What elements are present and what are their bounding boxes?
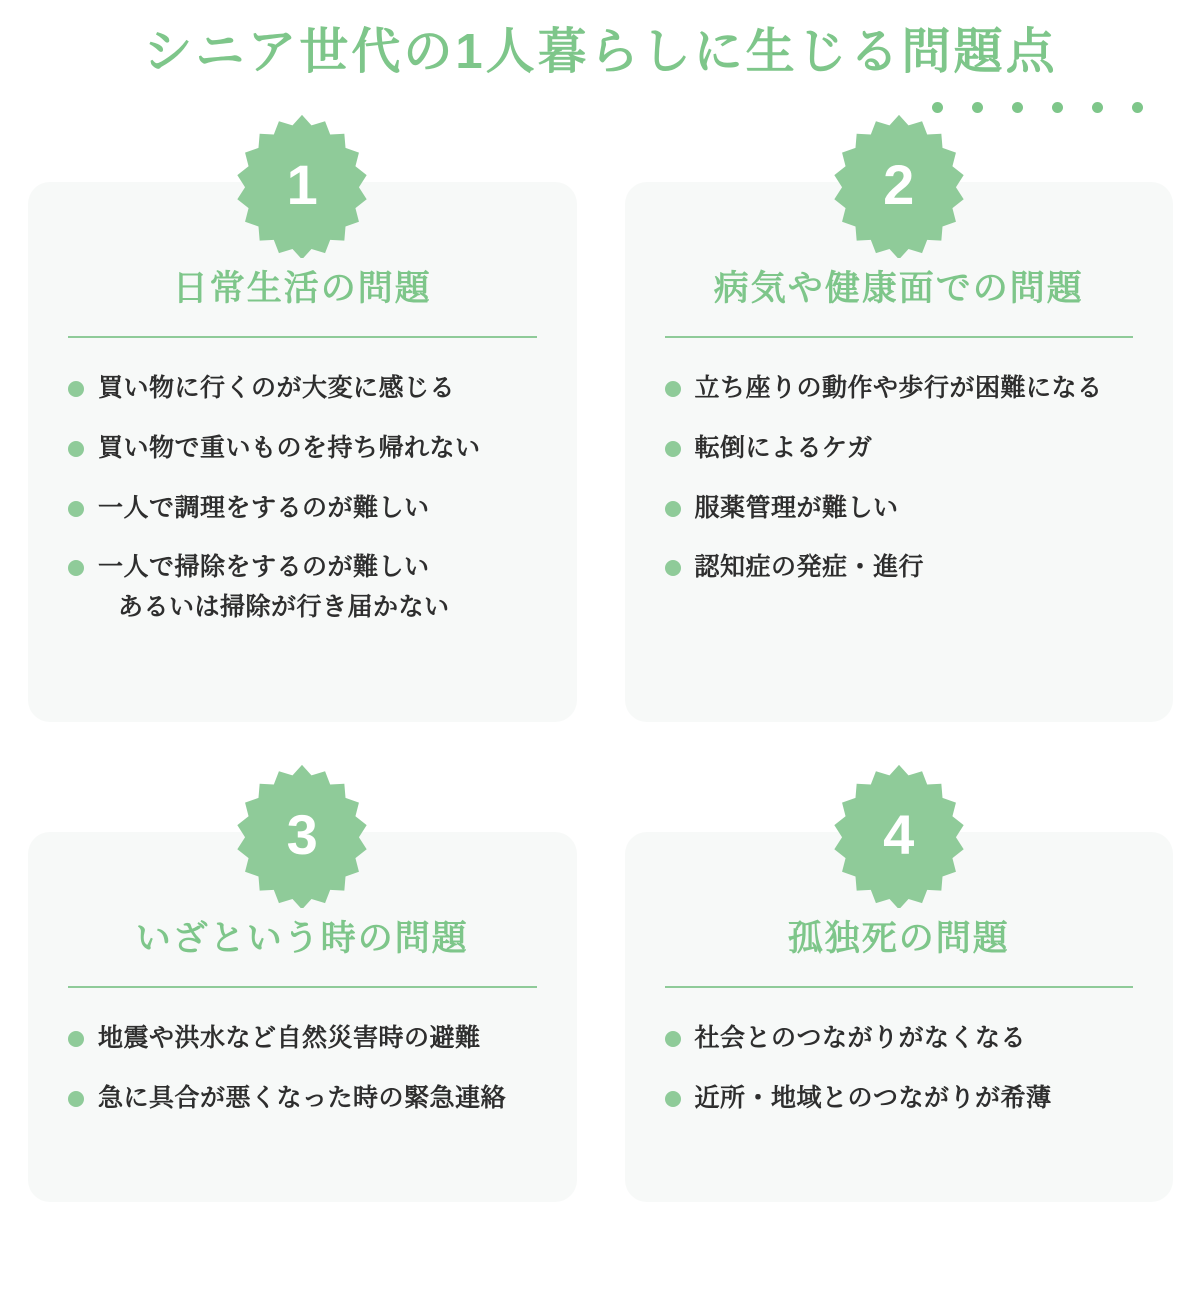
bullet-icon: [68, 1091, 84, 1107]
bullet-icon: [665, 1031, 681, 1047]
bullet-icon: [68, 560, 84, 576]
card-number-4: 4: [883, 803, 915, 866]
card-divider: [68, 986, 537, 988]
card-item-list-2: [659, 372, 1140, 585]
list-item-label: 買い物に行くのが大変に感じる: [98, 374, 456, 402]
card-number-2: 2: [883, 153, 915, 216]
problem-card-1: [28, 182, 577, 722]
card-item-list-1: [62, 372, 543, 625]
decoration-dot: [1012, 102, 1023, 113]
list-item-label: 近所・地域とのつながりが希薄: [694, 1083, 1052, 1112]
list-item: [665, 432, 1140, 466]
card-number-badge-3: [229, 762, 375, 908]
bullet-icon: [665, 560, 681, 576]
card-title-1: 日常生活の問題: [172, 269, 432, 308]
bullet-icon: [665, 441, 681, 457]
list-item-label: 買い物で重いものを持ち帰れない: [98, 433, 481, 462]
list-item-label: 立ち座りの動作や歩行が困難になる: [694, 374, 1103, 402]
list-item: [665, 1082, 1140, 1116]
card-number-badge-2: [826, 112, 972, 258]
list-item-label: 一人で調理をするのが難しい: [98, 493, 430, 522]
card-item-list-3: [62, 1022, 543, 1116]
list-item: [665, 372, 1140, 406]
card-divider: [665, 986, 1134, 988]
list-item: [68, 551, 543, 625]
card-wrapper-3: [28, 803, 577, 1202]
list-item: [665, 492, 1140, 526]
list-item-label: 一人で掃除をするのが難しい: [98, 553, 430, 582]
list-item: [68, 432, 543, 466]
list-item: [665, 551, 1140, 585]
card-wrapper-4: [625, 803, 1174, 1202]
bullet-icon: [68, 1031, 84, 1047]
decoration-dot: [1052, 102, 1063, 113]
card-title-2: 病気や健康面での問題: [713, 269, 1084, 308]
card-divider: [665, 336, 1134, 338]
card-number-badge-1: [229, 112, 375, 258]
bullet-icon: [68, 381, 84, 397]
card-divider: [68, 336, 537, 338]
list-item-label: 地震や洪水など自然災害時の避難: [98, 1024, 481, 1052]
list-item-label: 急に具合が悪くなった時の緊急連絡: [98, 1083, 507, 1112]
list-item: [68, 372, 543, 406]
card-wrapper-2: [625, 153, 1174, 722]
list-item: [68, 492, 543, 526]
list-item-label: 転倒によるケガ: [694, 433, 873, 462]
card-number-3: 3: [286, 803, 318, 866]
card-title-3: いざという時の問題: [135, 919, 469, 958]
list-item-label: 認知症の発症・進行: [694, 553, 925, 582]
bullet-icon: [665, 1091, 681, 1107]
bullet-icon: [665, 381, 681, 397]
decoration-dot: [1132, 102, 1143, 113]
problem-card-2: [625, 182, 1174, 722]
problem-cards-grid: [0, 120, 1201, 1202]
bullet-icon: [665, 501, 681, 517]
bullet-icon: [68, 441, 84, 457]
card-number-badge-4: [826, 762, 972, 908]
decoration-dot: [1092, 102, 1103, 113]
list-item: [665, 1022, 1140, 1056]
list-item-label: 社会とのつながりがなくなる: [694, 1024, 1027, 1052]
page-title: シニア世代の1人暮らしに生じる問題点: [143, 25, 1058, 79]
decoration-dot: [972, 102, 983, 113]
card-number-1: 1: [286, 153, 318, 216]
card-title-4: 孤独死の問題: [787, 919, 1010, 958]
list-item-label: 服薬管理が難しい: [694, 493, 899, 522]
page-header: [0, 0, 1201, 120]
card-item-list-4: [659, 1022, 1140, 1116]
card-wrapper-1: [28, 153, 577, 722]
list-item: [68, 1022, 543, 1056]
list-item-continuation: あるいは掃除が行き届かない: [118, 593, 450, 621]
list-item: [68, 1082, 543, 1116]
bullet-icon: [68, 501, 84, 517]
